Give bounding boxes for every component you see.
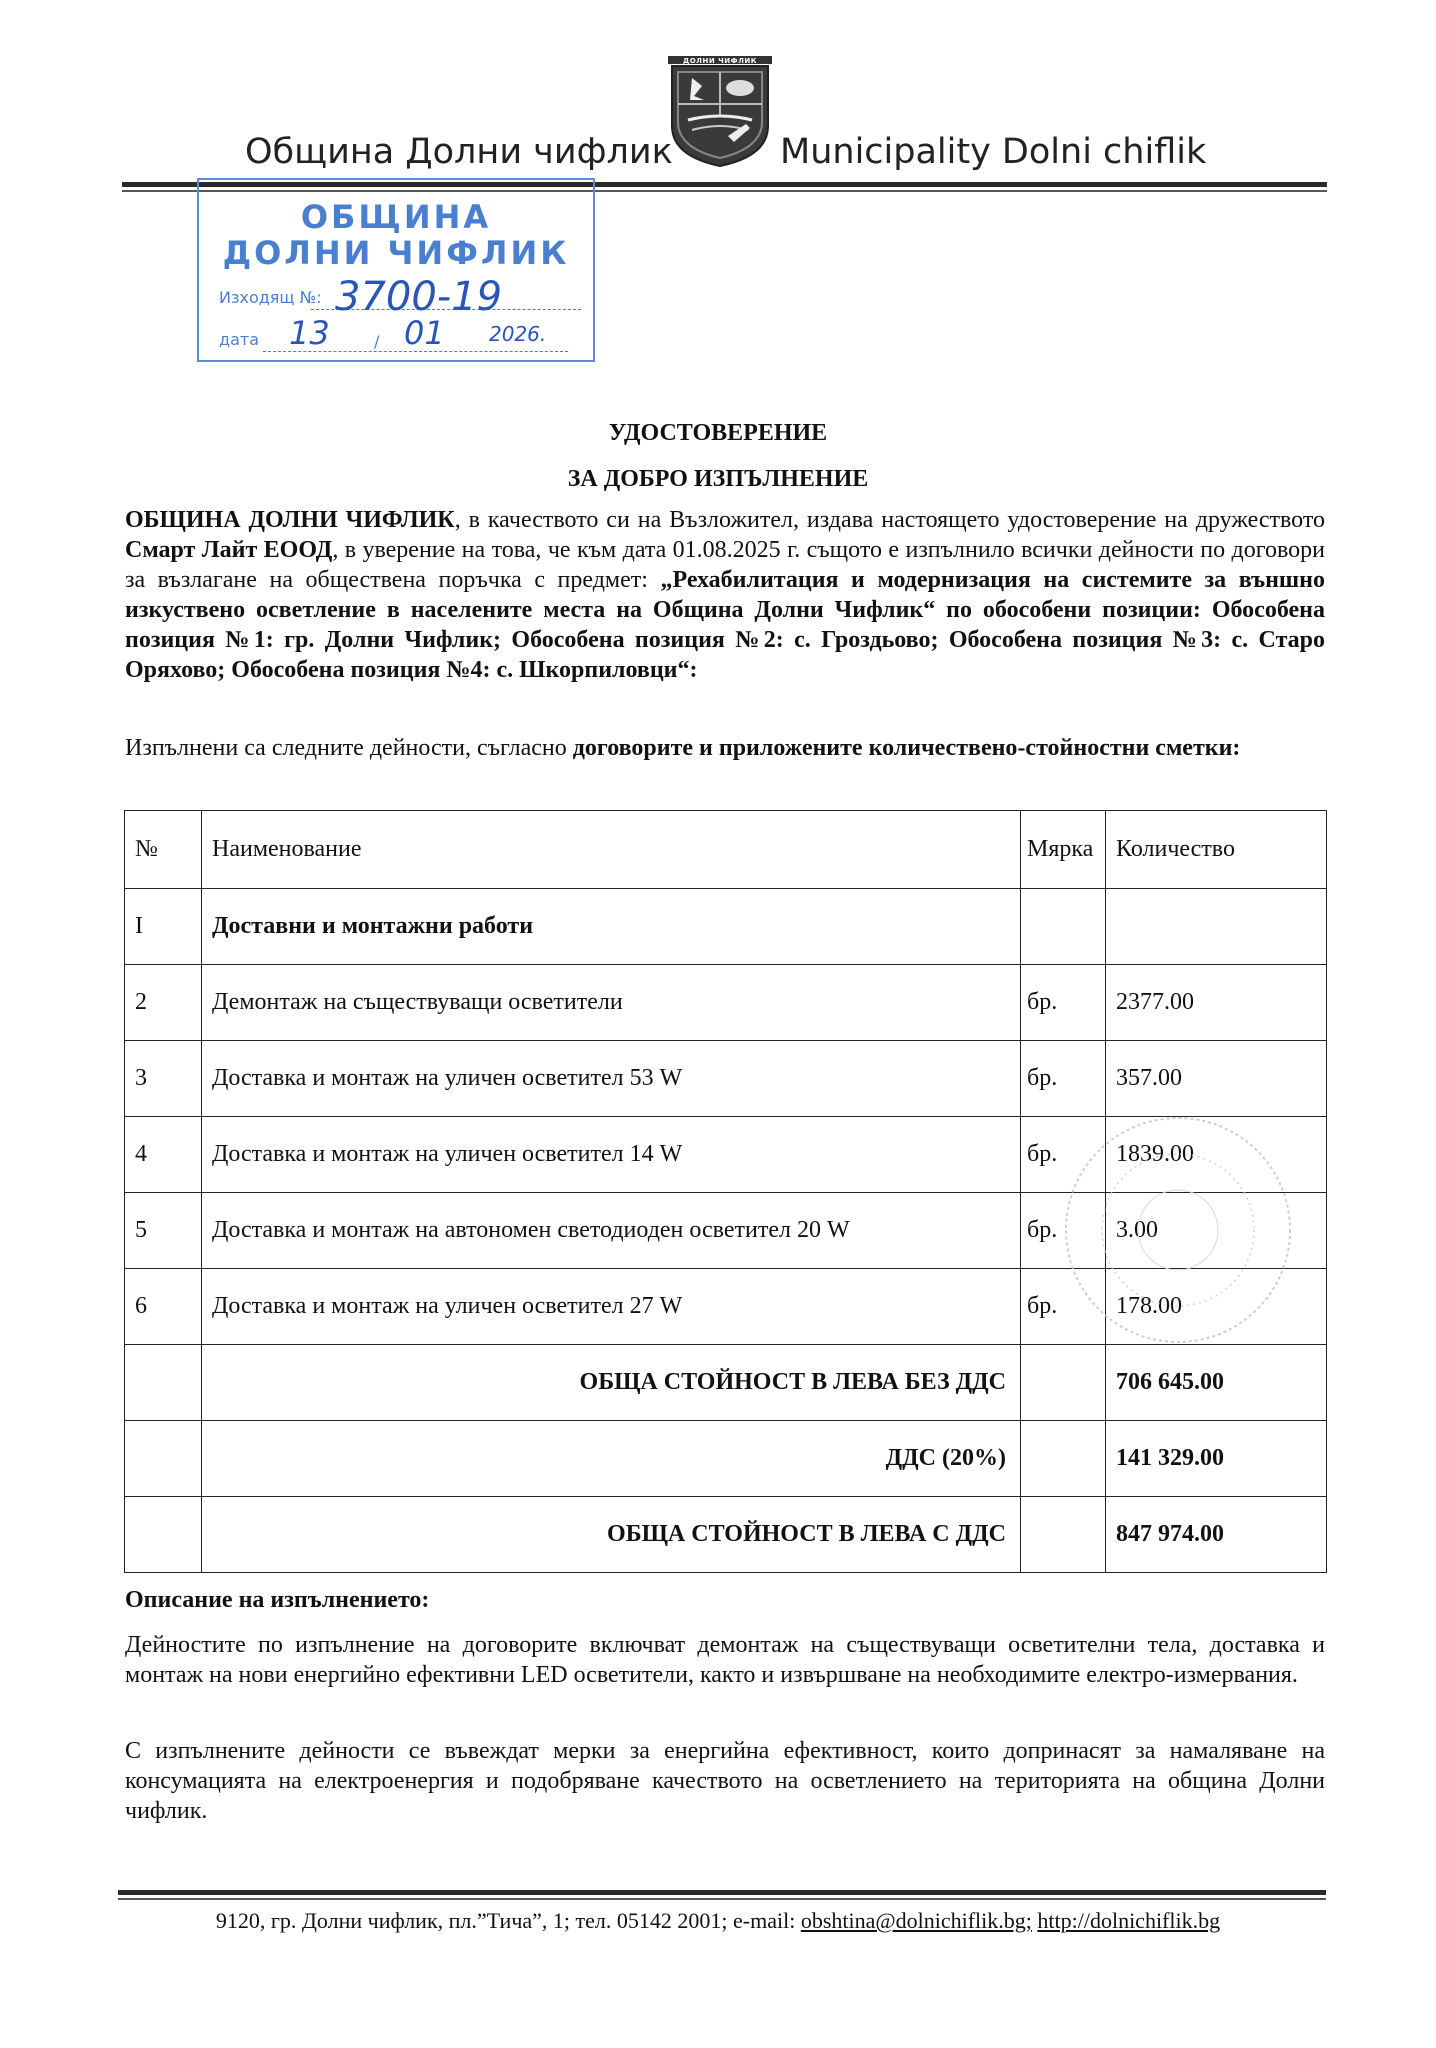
row-qty: 1839.00: [1106, 1117, 1327, 1193]
activities-intro-text: Изпълнени са следните дейности, съгласно: [125, 735, 573, 761]
intro-text-1: , в качеството си на Възложител, издава настоящето удостоверение на дружеството: [454, 507, 1325, 533]
row-qty: [1106, 889, 1327, 965]
stamp-date-day: 13: [289, 314, 330, 352]
table-row: [125, 889, 1327, 965]
total-with-vat-value: 847 974.00: [1106, 1497, 1327, 1573]
registration-stamp: [197, 178, 595, 362]
total-empty-cell: [125, 1497, 202, 1573]
company-name: Смарт Лайт ЕООД: [125, 537, 333, 563]
stamp-date-slash: /: [374, 332, 380, 351]
document-title: УДОСТОВЕРЕНИЕ: [608, 420, 828, 446]
header-name: Наименование: [202, 811, 1021, 889]
footer-email-link[interactable]: obshtina@dolnichiflik.bg;: [800, 1908, 1032, 1933]
total-empty-cell: [125, 1421, 202, 1497]
total-value: 706 645.00: [1106, 1345, 1327, 1421]
activities-intro: [125, 733, 1325, 763]
contract-subject: „Рехабилитация и модернизация на системите за външно изкуствено осветление в населените места на Община Долни Чифлик“ по обособени позиции: Обособена позиция №1: гр. Долни Чифлик; Обособена позиция №2: с. Гроздьово; Обособена позиция №3: с. Старо Оряхово; Обособена позиция №4: с. Шкорпиловци“:: [125, 567, 1326, 683]
document-subtitle: ЗА ДОБРО ИЗПЪЛНЕНИЕ: [567, 466, 869, 492]
footer-contact: [0, 1908, 1436, 1934]
footer-address: 9120, гр. Долни чифлик, пл.”Тича”, 1; тел. 05142 2001; e-mail:: [215, 1908, 801, 1933]
round-seal-icon: [1060, 1112, 1296, 1348]
description-heading: Описание на изпълнението:: [125, 1587, 430, 1613]
table-header-row: [125, 811, 1327, 889]
stamp-line2: ДОЛНИ ЧИФЛИК: [222, 234, 570, 272]
stamp-outgoing-number: 3700-19: [335, 274, 503, 320]
description-paragraph-1: Дейностите по изпълнение на договорите включват демонтаж на съществуващи осветителни тела, доставка и монтаж на нови енергийно ефективни LED осветители, както и извършване на необходимите електро-измервания.: [125, 1632, 1325, 1688]
activities-intro-bold: договорите и приложените количествено-стойностни сметки:: [572, 735, 1241, 761]
row-qty: 3.00: [1106, 1193, 1327, 1269]
row-qty: 178.00: [1106, 1269, 1327, 1345]
stamp-date-year: 2026.: [489, 322, 547, 346]
row-qty: 357.00: [1106, 1041, 1327, 1117]
municipality-crest-icon: [668, 56, 772, 168]
row-name: Доставка и монтаж на уличен осветител 14 W: [202, 1117, 1021, 1193]
stamp-date-month: 01: [404, 314, 445, 352]
row-name: Демонтаж на съществуващи осветители: [202, 965, 1021, 1041]
intro-text-2: , в уверение на това, че към дата 01.08.2025 г. същото е изпълнило всички дейности по договори за възлагане на обществена поръчка с предмет:: [125, 537, 1326, 593]
row-unit: бр.: [1021, 965, 1106, 1041]
stamp-line1: ОБЩИНА: [300, 198, 492, 236]
crest-label: ДОЛНИ ЧИФЛИК: [682, 57, 757, 65]
header-qty: Количество: [1106, 811, 1327, 889]
row-name: Доставка и монтаж на автономен светодиоден осветител 20 W: [202, 1193, 1021, 1269]
issuer-name: ОБЩИНА ДОЛНИ ЧИФЛИК: [125, 507, 455, 533]
table-row: [125, 965, 1327, 1041]
row-unit: [1021, 889, 1106, 965]
header-no: №: [125, 811, 202, 889]
total-empty-cell: [1021, 1497, 1106, 1573]
stamp-date-label: дата: [219, 330, 259, 349]
footer-website-link[interactable]: http://dolnichiflik.bg: [1037, 1908, 1221, 1933]
row-no: 3: [125, 1041, 202, 1117]
total-empty-cell: [1021, 1421, 1106, 1497]
row-name: Доставни и монтажни работи: [202, 889, 1021, 965]
row-no: 2: [125, 965, 202, 1041]
total-row: [125, 1345, 1327, 1421]
footer-rule-thin: [118, 1898, 1326, 1900]
table-row: [125, 1041, 1327, 1117]
header-unit: Мярка: [1021, 811, 1106, 889]
row-unit: бр.: [1021, 1193, 1106, 1269]
total-empty-cell: [125, 1345, 202, 1421]
vat-label: ДДС (20%): [202, 1421, 1021, 1497]
intro-paragraph: [125, 505, 1325, 685]
municipality-name-en: Municipality Dolni chiflik: [780, 132, 1207, 172]
row-no: 6: [125, 1269, 202, 1345]
row-no: 4: [125, 1117, 202, 1193]
footer-rule: [118, 1890, 1326, 1895]
total-row: [125, 1497, 1327, 1573]
municipality-name-bg: Община Долни чифлик: [245, 132, 673, 172]
total-row: [125, 1421, 1327, 1497]
total-with-vat-label: ОБЩА СТОЙНОСТ В ЛЕВА С ДДС: [202, 1497, 1021, 1573]
stamp-outgoing-label: Изходящ №:: [219, 288, 322, 307]
row-unit: бр.: [1021, 1117, 1106, 1193]
row-no: I: [125, 889, 202, 965]
vat-value: 141 329.00: [1106, 1421, 1327, 1497]
total-label: ОБЩА СТОЙНОСТ В ЛЕВА БЕЗ ДДС: [202, 1345, 1021, 1421]
description-paragraph-2: С изпълнените дейности се въвеждат мерки за енергийна ефективност, които допринасят за намаляване на консумацията на електроенергия и подобряване качеството на осветлението на територията на община Долни чифлик.: [125, 1738, 1325, 1824]
row-no: 5: [125, 1193, 202, 1269]
row-unit: бр.: [1021, 1041, 1106, 1117]
row-name: Доставка и монтаж на уличен осветител 27 W: [202, 1269, 1021, 1345]
row-name: Доставка и монтаж на уличен осветител 53 W: [202, 1041, 1021, 1117]
row-unit: бр.: [1021, 1269, 1106, 1345]
row-qty: 2377.00: [1106, 965, 1327, 1041]
total-empty-cell: [1021, 1345, 1106, 1421]
